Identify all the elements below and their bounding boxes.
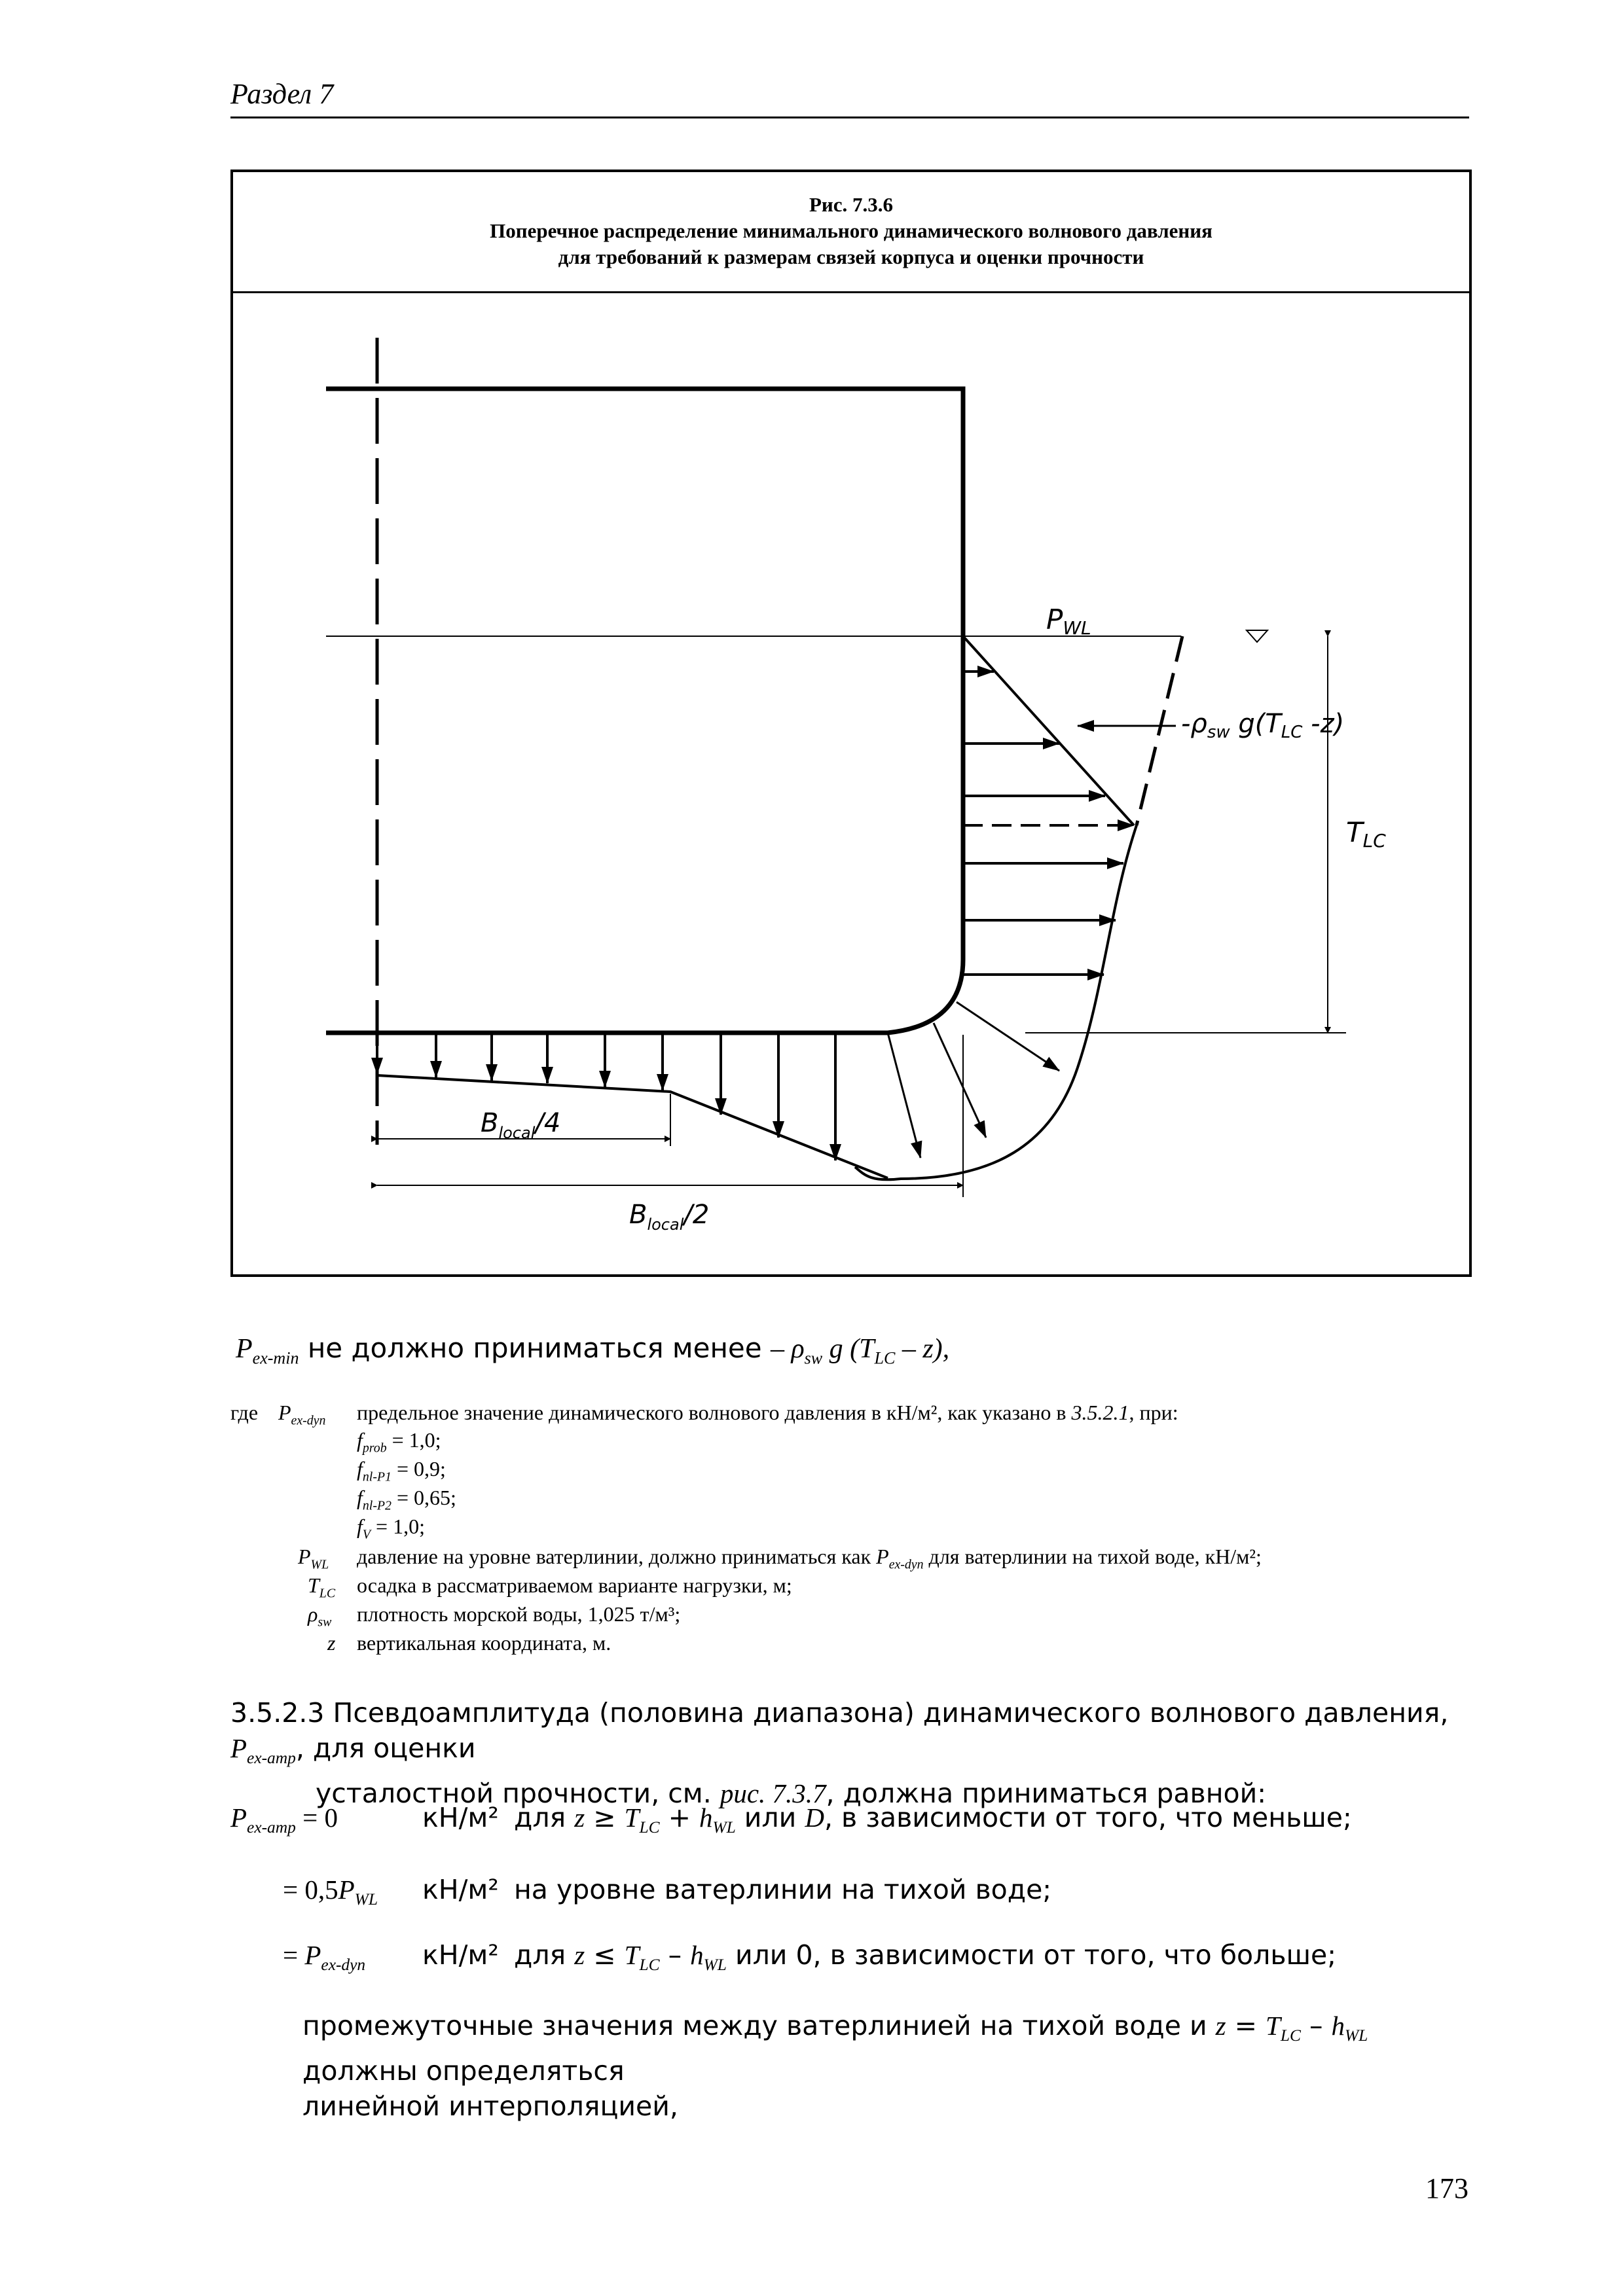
eq-interpolation-line2: линейной интерполяцией, — [302, 2090, 678, 2123]
eq-row1-unit: кН/м² — [422, 1802, 499, 1833]
figure-box — [230, 170, 1472, 1277]
where-pexdyn-desc: предельное значение динамического волнового давления в кН/м², как указано в 3.5.2.1, при: — [357, 1401, 1178, 1424]
section-3-5-2-3 — [230, 1695, 1474, 1811]
where-rho-desc: плотность морской воды, 1,025 т/м³; — [357, 1602, 681, 1626]
factor-fprob: $f_{prob} = 1,0$; — [357, 1428, 441, 1456]
where-pexdyn-symbol: $P_{ex-dyn}$ — [278, 1401, 326, 1428]
label-static-formula: $-\rho_{sw}$ $g(T_{LC}$ -z) — [1181, 709, 1345, 742]
section-3-5-2-3-line1: 3.5.2.3 Псевдоамплитуда (половина диапазона) динамического волнового давления, $P_{ex-amp}$, для оценки — [230, 1697, 1449, 1768]
where-z-desc: вертикальная координата, м. — [357, 1631, 611, 1655]
eq-interpolation-line1: промежуточные значения между ватерлинией на тихой воде и $z = T_{LC} - h_{WL}$ должны определяться — [302, 2010, 1368, 2087]
header-rule — [230, 117, 1469, 118]
pmin-statement: $P_{ex-min}$ не должно приниматься менее – $\rho_{sw}$ g $(T_{LC} - z)$, — [236, 1332, 950, 1368]
figure-title-line2: для требований к размерам связей корпуса и оценки прочности — [558, 245, 1144, 268]
eq-row3-lhs: = $P_{ex-dyn}$ — [283, 1940, 366, 1975]
hull-outline — [326, 389, 963, 1033]
pressure-diagram — [233, 295, 1469, 1274]
figure-title-line1: Поперечное распределение минимального динамического волнового давления — [490, 219, 1213, 242]
eq-row2-unit: кН/м² — [422, 1874, 499, 1905]
eq-row1-cond: для $z \ge T_{LC} + h_{WL}$ или D, в зависимости от того, что меньше; — [514, 1802, 1352, 1837]
label-tlc: TLC — [1346, 816, 1386, 852]
eq-row2-lhs: = $0,5P_{WL}$ — [283, 1874, 378, 1909]
bilge-arrow — [934, 1023, 986, 1138]
page-number: 173 — [1425, 2172, 1468, 2204]
label-b-quarter: $B_{local}/4$ — [481, 1108, 561, 1142]
eq-row3-cond: для $z \le T_{LC} - h_{WL}$ или 0, в зависимости от того, что больше; — [514, 1939, 1337, 1975]
eq-row2-cond: на уровне ватерлинии на тихой воде; — [514, 1874, 1052, 1905]
bilge-arrow — [888, 1033, 921, 1158]
section-3-5-2-3-line2: усталостной прочности, см. рис. 7.3.7, должна приниматься равной: — [316, 1778, 1267, 1810]
factor-fnlp2: $f_{nl-P2} = 0,65$; — [357, 1486, 456, 1513]
waterline-symbol — [1247, 630, 1267, 642]
where-pwl-desc: давление на уровне ватерлинии, должно приниматься как $P_{ex-dyn}$ для ватерлинии на тихой воде, кН/м²; — [357, 1545, 1262, 1572]
factor-fv: $f_V = 1,0$; — [357, 1515, 425, 1542]
figure-caption — [233, 172, 1469, 293]
static-pressure-limit — [1137, 636, 1182, 825]
bottom-pressure-profile — [377, 1075, 888, 1178]
where-tlc-desc: осадка в рассматриваемом варианте нагрузки, м; — [357, 1573, 792, 1597]
figure-number: Рис. 7.3.6 — [809, 193, 894, 216]
factor-fnlp1: $f_{nl-P1} = 0,9$; — [357, 1457, 446, 1484]
section-header: Раздел 7 — [230, 78, 334, 110]
where-label: где — [230, 1401, 259, 1424]
eq-interpolation — [302, 2008, 1474, 2124]
label-pwl: PWL — [1046, 603, 1091, 639]
bilge-arrow — [957, 1002, 1059, 1071]
label-b-half: $B_{local}/2$ — [629, 1200, 710, 1234]
where-pwl-symbol: $P_{WL}$ — [298, 1545, 329, 1572]
side-bilge-envelope — [855, 825, 1137, 1179]
where-z-symbol: z — [327, 1631, 336, 1655]
eq-row1-lhs: $P_{ex-amp} = 0$ — [230, 1803, 338, 1837]
eq-row3-unit: кН/м² — [422, 1939, 499, 1971]
where-rho-symbol: $\rho_{sw}$ — [308, 1602, 332, 1630]
where-tlc-symbol: $T_{LC}$ — [308, 1573, 336, 1601]
